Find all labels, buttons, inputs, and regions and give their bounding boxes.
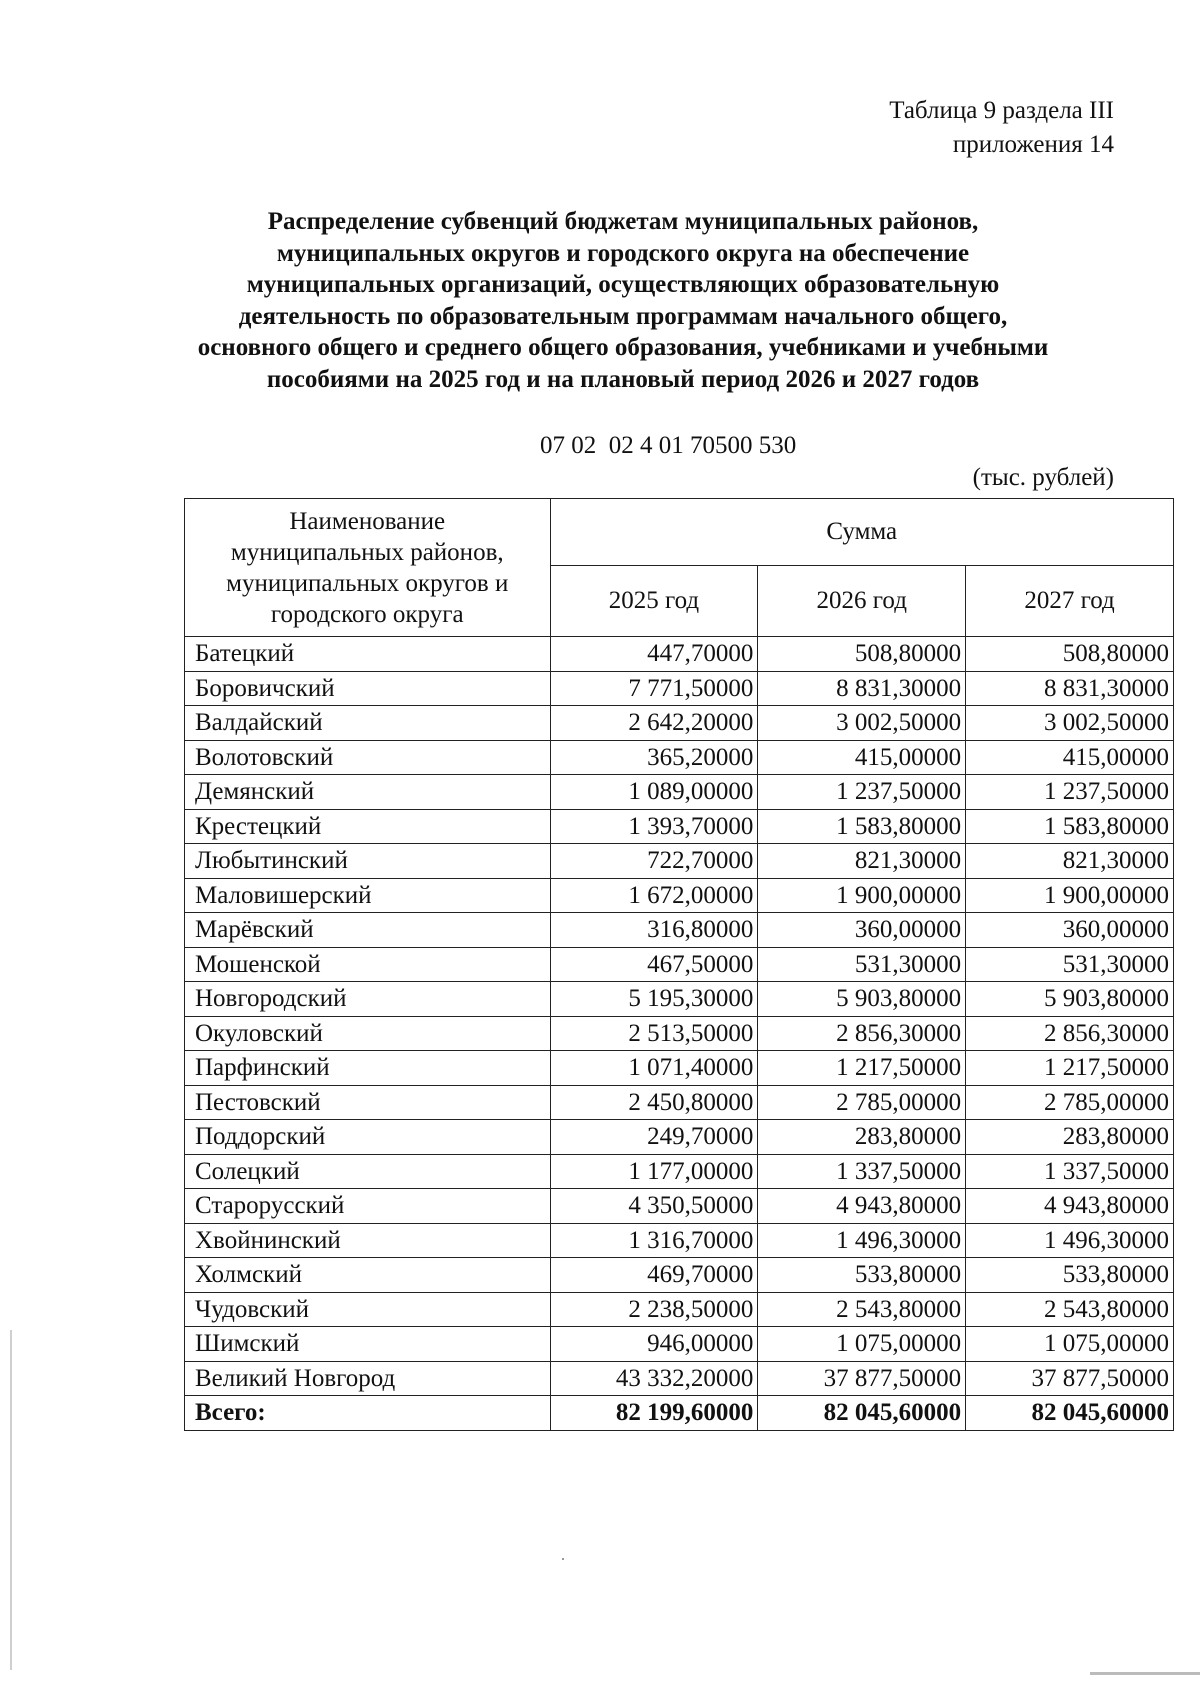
column-header-2027: 2027 год	[966, 566, 1174, 637]
subvention-table	[184, 498, 1174, 1431]
title-line: муниципальных организаций, осуществляющих образовательную	[246, 271, 1000, 298]
header-line: муниципальных районов,	[230, 538, 504, 566]
column-header-2025: 2025 год	[550, 566, 758, 637]
column-header-sum: Сумма	[550, 499, 1173, 566]
value-2026-cell: 508,80000	[758, 637, 966, 672]
value-2027-cell: 82 045,60000	[966, 1396, 1174, 1431]
value-2025-cell: 1 089,00000	[550, 775, 758, 810]
value-2027-cell: 1 496,30000	[966, 1223, 1174, 1258]
value-2027-cell: 3 002,50000	[966, 706, 1174, 741]
value-2027-cell: 2 785,00000	[966, 1085, 1174, 1120]
district-name-cell: Чудовский	[185, 1292, 551, 1327]
value-2025-cell: 1 316,70000	[550, 1223, 758, 1258]
value-2027-cell: 2 543,80000	[966, 1292, 1174, 1327]
value-2027-cell: 1 583,80000	[966, 809, 1174, 844]
value-2026-cell: 2 785,00000	[758, 1085, 966, 1120]
value-2027-cell: 508,80000	[966, 637, 1174, 672]
value-2025-cell: 946,00000	[550, 1327, 758, 1362]
table-row	[185, 1327, 1174, 1362]
district-name-cell: Поддорский	[185, 1120, 551, 1155]
value-2026-cell: 37 877,50000	[758, 1361, 966, 1396]
value-2025-cell: 4 350,50000	[550, 1189, 758, 1224]
district-name-cell: Боровичский	[185, 671, 551, 706]
district-name-cell: Демянский	[185, 775, 551, 810]
value-2026-cell: 1 583,80000	[758, 809, 966, 844]
value-2026-cell: 4 943,80000	[758, 1189, 966, 1224]
value-2025-cell: 2 513,50000	[550, 1016, 758, 1051]
value-2025-cell: 7 771,50000	[550, 671, 758, 706]
reference-line-1: Таблица 9 раздела III	[889, 97, 1114, 124]
district-name-cell: Шимский	[185, 1327, 551, 1362]
value-2025-cell: 2 642,20000	[550, 706, 758, 741]
header-line: Наименование	[289, 507, 446, 535]
table-row	[185, 740, 1174, 775]
value-2026-cell: 2 543,80000	[758, 1292, 966, 1327]
scan-dot	[562, 1558, 564, 1560]
table-row	[185, 706, 1174, 741]
table-row	[185, 844, 1174, 879]
value-2026-cell: 1 237,50000	[758, 775, 966, 810]
value-2026-cell: 1 217,50000	[758, 1051, 966, 1086]
value-2027-cell: 1 337,50000	[966, 1154, 1174, 1189]
value-2027-cell: 2 856,30000	[966, 1016, 1174, 1051]
district-name-cell: Окуловский	[185, 1016, 551, 1051]
value-2027-cell: 37 877,50000	[966, 1361, 1174, 1396]
table-row	[185, 878, 1174, 913]
district-name-cell: Мошенской	[185, 947, 551, 982]
value-2026-cell: 533,80000	[758, 1258, 966, 1293]
header-row	[185, 499, 1174, 566]
title-line: пособиями на 2025 год и на плановый период 2026 и 2027 годов	[266, 365, 980, 393]
title-line: основного общего и среднего общего образования, учебниками и учебными	[197, 334, 1049, 361]
value-2025-cell: 5 195,30000	[550, 982, 758, 1017]
value-2026-cell: 821,30000	[758, 844, 966, 879]
district-name-cell: Хвойнинский	[185, 1223, 551, 1258]
district-name-cell: Солецкий	[185, 1154, 551, 1189]
value-2027-cell: 415,00000	[966, 740, 1174, 775]
value-2025-cell: 1 672,00000	[550, 878, 758, 913]
value-2027-cell: 821,30000	[966, 844, 1174, 879]
value-2025-cell: 249,70000	[550, 1120, 758, 1155]
value-2027-cell: 283,80000	[966, 1120, 1174, 1155]
value-2027-cell: 533,80000	[966, 1258, 1174, 1293]
district-name-cell: Марёвский	[185, 913, 551, 948]
title-line: деятельность по образовательным программам начального общего,	[238, 302, 1008, 330]
value-2026-cell: 5 903,80000	[758, 982, 966, 1017]
total-row	[185, 1396, 1174, 1431]
table-row	[185, 947, 1174, 982]
value-2026-cell: 531,30000	[758, 947, 966, 982]
scan-bottom-rule	[1090, 1672, 1200, 1675]
value-2027-cell: 1 217,50000	[966, 1051, 1174, 1086]
table-row	[185, 1016, 1174, 1051]
district-name-cell: Парфинский	[185, 1051, 551, 1086]
value-2027-cell: 5 903,80000	[966, 982, 1174, 1017]
value-2025-cell: 316,80000	[550, 913, 758, 948]
column-header-2026: 2026 год	[758, 566, 966, 637]
district-name-cell: Волотовский	[185, 740, 551, 775]
district-name-cell: Старорусский	[185, 1189, 551, 1224]
table-row	[185, 1120, 1174, 1155]
value-2025-cell: 43 332,20000	[550, 1361, 758, 1396]
value-2026-cell: 2 856,30000	[758, 1016, 966, 1051]
value-2026-cell: 3 002,50000	[758, 706, 966, 741]
table-row	[185, 1258, 1174, 1293]
district-name-cell: Великий Новгород	[185, 1361, 551, 1396]
value-2026-cell: 1 496,30000	[758, 1223, 966, 1258]
value-2026-cell: 8 831,30000	[758, 671, 966, 706]
value-2025-cell: 467,50000	[550, 947, 758, 982]
table-body	[185, 637, 1174, 1431]
table-row	[185, 982, 1174, 1017]
units-label: (тыс. рублей)	[972, 464, 1114, 491]
value-2026-cell: 82 045,60000	[758, 1396, 966, 1431]
value-2025-cell: 82 199,60000	[550, 1396, 758, 1431]
title-line: муниципальных округов и городского округа на обеспечение	[276, 239, 970, 267]
value-2027-cell: 8 831,30000	[966, 671, 1174, 706]
header-line: городского округа	[270, 600, 464, 628]
value-2025-cell: 722,70000	[550, 844, 758, 879]
column-header-name	[185, 499, 551, 637]
value-2026-cell: 1 075,00000	[758, 1327, 966, 1362]
value-2025-cell: 2 238,50000	[550, 1292, 758, 1327]
value-2027-cell: 1 237,50000	[966, 775, 1174, 810]
table-row	[185, 775, 1174, 810]
table-row	[185, 1361, 1174, 1396]
district-name-cell: Холмский	[185, 1258, 551, 1293]
table-row	[185, 1085, 1174, 1120]
district-name-cell: Валдайский	[185, 706, 551, 741]
value-2027-cell: 4 943,80000	[966, 1189, 1174, 1224]
district-name-cell: Маловишерский	[185, 878, 551, 913]
district-name-cell: Пестовский	[185, 1085, 551, 1120]
value-2026-cell: 1 337,50000	[758, 1154, 966, 1189]
reference-line-2: приложения 14	[952, 131, 1114, 158]
value-2025-cell: 447,70000	[550, 637, 758, 672]
table-row	[185, 913, 1174, 948]
table-reference	[889, 94, 1114, 162]
budget-code: 07 02 02 4 01 70500 530	[540, 432, 797, 459]
table-row	[185, 1292, 1174, 1327]
table-row	[185, 1189, 1174, 1224]
district-name-cell: Всего:	[185, 1396, 551, 1431]
table-row	[185, 671, 1174, 706]
value-2026-cell: 1 900,00000	[758, 878, 966, 913]
value-2027-cell: 1 075,00000	[966, 1327, 1174, 1362]
value-2027-cell: 531,30000	[966, 947, 1174, 982]
district-name-cell: Крестецкий	[185, 809, 551, 844]
district-name-cell: Батецкий	[185, 637, 551, 672]
table-row	[185, 1154, 1174, 1189]
table-row	[185, 809, 1174, 844]
value-2025-cell: 1 177,00000	[550, 1154, 758, 1189]
table-row	[185, 1051, 1174, 1086]
title-line: Распределение субвенций бюджетам муниципальных районов,	[267, 208, 979, 235]
value-2025-cell: 365,20000	[550, 740, 758, 775]
header-line: муниципальных округов и	[226, 569, 509, 597]
district-name-cell: Новгородский	[185, 982, 551, 1017]
value-2026-cell: 283,80000	[758, 1120, 966, 1155]
table-row	[185, 1223, 1174, 1258]
value-2026-cell: 360,00000	[758, 913, 966, 948]
value-2025-cell: 469,70000	[550, 1258, 758, 1293]
district-name-cell: Любытинский	[185, 844, 551, 879]
table-row	[185, 637, 1174, 672]
value-2025-cell: 2 450,80000	[550, 1085, 758, 1120]
value-2026-cell: 415,00000	[758, 740, 966, 775]
document-title	[170, 206, 1076, 395]
value-2025-cell: 1 071,40000	[550, 1051, 758, 1086]
value-2027-cell: 1 900,00000	[966, 878, 1174, 913]
scan-margin-line	[10, 1330, 12, 1670]
value-2025-cell: 1 393,70000	[550, 809, 758, 844]
value-2027-cell: 360,00000	[966, 913, 1174, 948]
